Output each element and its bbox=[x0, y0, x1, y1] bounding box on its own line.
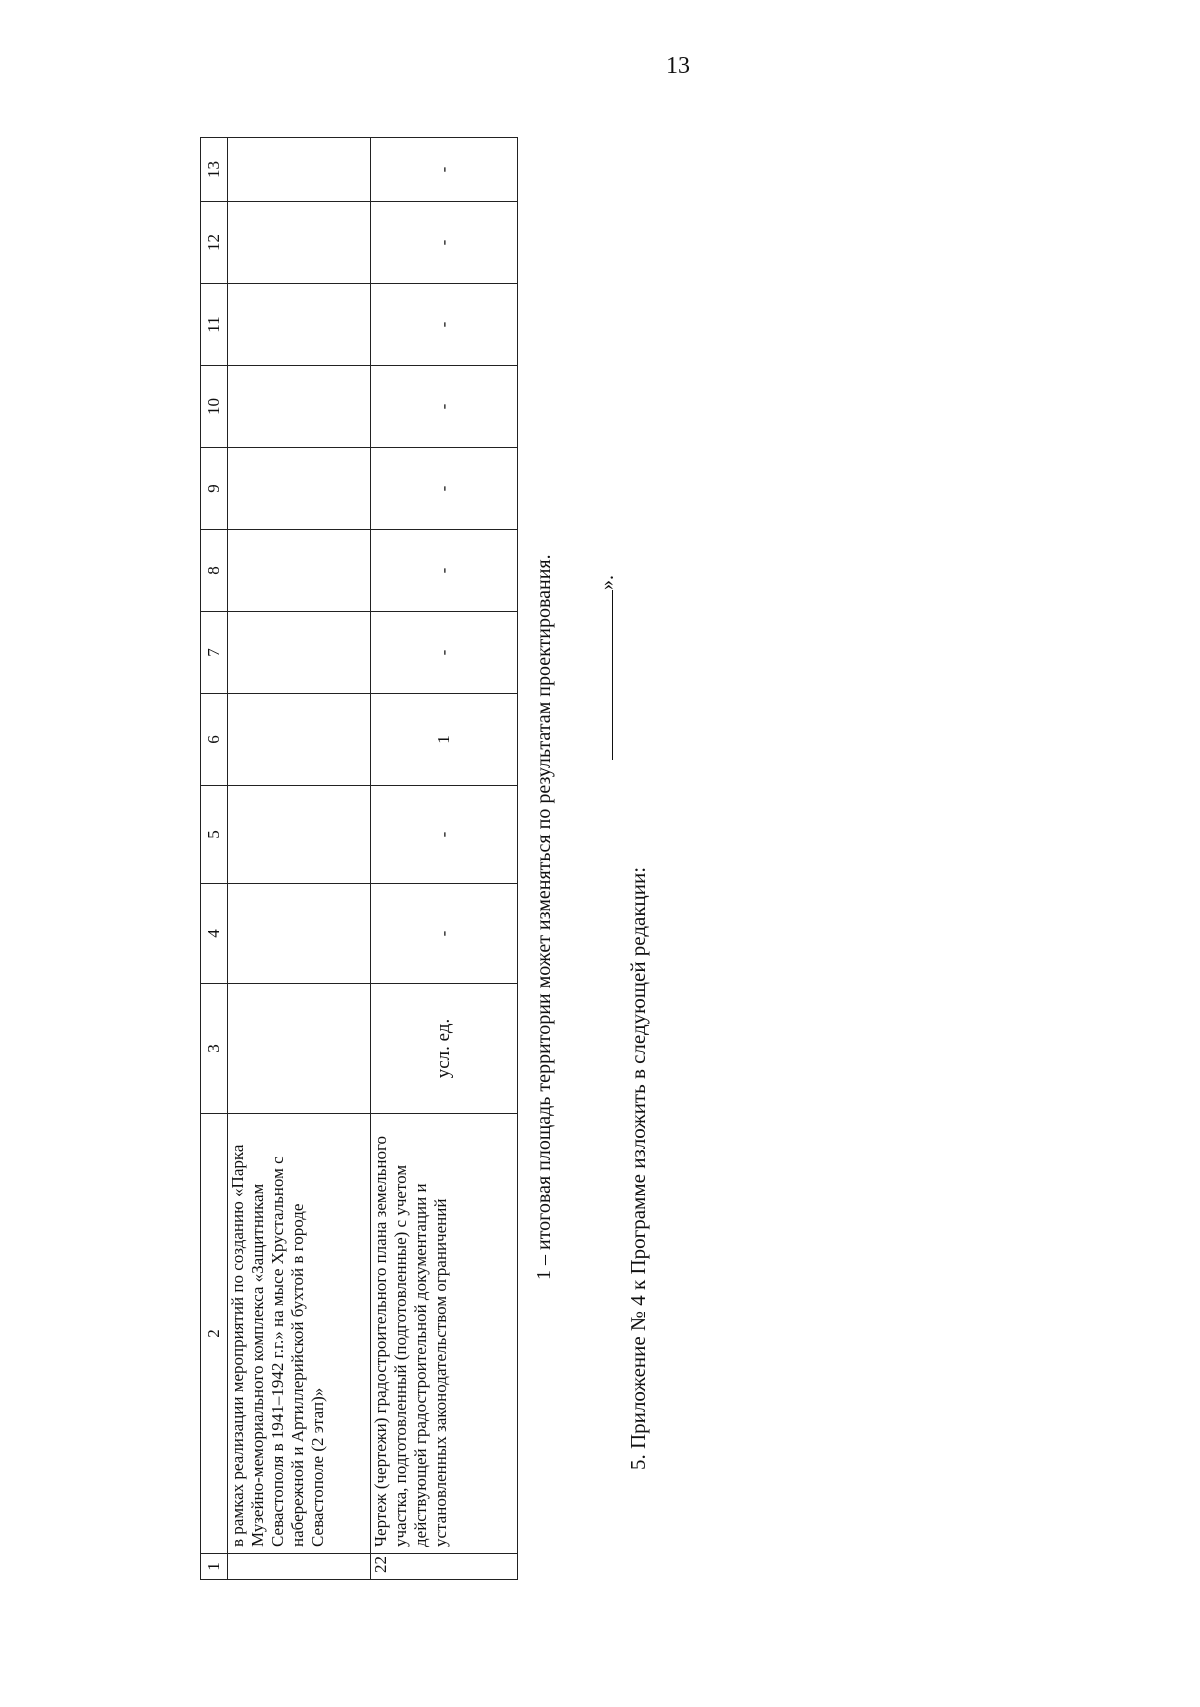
table-cell bbox=[228, 366, 371, 448]
header-cell: 4 bbox=[201, 884, 228, 984]
header-cell: 1 bbox=[201, 1554, 228, 1580]
table-cell bbox=[228, 530, 371, 612]
value-cell: - bbox=[371, 202, 518, 284]
header-cell: 6 bbox=[201, 694, 228, 786]
value-cell: 1 bbox=[371, 694, 518, 786]
value-cell: - bbox=[371, 530, 518, 612]
landscape-content bbox=[200, 90, 700, 1620]
page-number: 13 bbox=[666, 53, 690, 79]
header-cell: 9 bbox=[201, 448, 228, 530]
table-cell bbox=[228, 448, 371, 530]
header-cell: 13 bbox=[201, 138, 228, 202]
value-cell: - bbox=[371, 284, 518, 366]
closing-mark bbox=[594, 575, 619, 760]
value-cell: - bbox=[371, 366, 518, 448]
row-description: в рамках реализации мероприятий по созданию «Парка Музейно-мемориального комплекса «Защитникам Севастополя в 1941–1942 г.г.» на мысе Хрустальном с набережной и Артиллерийской бухтой в городе Севастополе (2 этап)» bbox=[228, 1114, 371, 1554]
value-cell: - bbox=[371, 612, 518, 694]
table-row bbox=[228, 138, 371, 1580]
footnote: 1 – итоговая площадь территории может изменяться по результатам проектирования. bbox=[533, 554, 555, 1280]
table-cell bbox=[228, 786, 371, 884]
table-cell bbox=[228, 284, 371, 366]
table-header-row bbox=[201, 138, 228, 1580]
table-cell bbox=[228, 202, 371, 284]
header-cell: 11 bbox=[201, 284, 228, 366]
paragraph: 5. Приложение № 4 к Программе изложить в следующей редакции: bbox=[626, 866, 650, 1470]
table-cell bbox=[228, 694, 371, 786]
value-cell: - bbox=[371, 138, 518, 202]
closing-quote: ». bbox=[596, 575, 618, 590]
row-description: Чертеж (чертежи) градостроительного плана земельного участка, подготовленный (подготовленные) с учетом действующей градостроительной документации и установленных законодательством ограничений bbox=[371, 1114, 518, 1554]
row-number: 22 bbox=[371, 1554, 518, 1580]
header-cell: 3 bbox=[201, 984, 228, 1114]
header-cell: 7 bbox=[201, 612, 228, 694]
header-cell: 5 bbox=[201, 786, 228, 884]
value-cell: - bbox=[371, 448, 518, 530]
value-cell: - bbox=[371, 884, 518, 984]
table-cell bbox=[228, 984, 371, 1114]
header-cell: 10 bbox=[201, 366, 228, 448]
header-cell: 8 bbox=[201, 530, 228, 612]
value-cell: - bbox=[371, 786, 518, 884]
unit-cell: усл. ед. bbox=[371, 984, 518, 1114]
header-cell: 2 bbox=[201, 1114, 228, 1554]
table-cell bbox=[228, 612, 371, 694]
indicators-table bbox=[200, 137, 518, 1580]
signature-line bbox=[594, 590, 613, 760]
table-cell bbox=[228, 138, 371, 202]
table-row bbox=[371, 138, 518, 1580]
header-cell: 12 bbox=[201, 202, 228, 284]
table-cell bbox=[228, 884, 371, 984]
row-number bbox=[228, 1554, 371, 1580]
